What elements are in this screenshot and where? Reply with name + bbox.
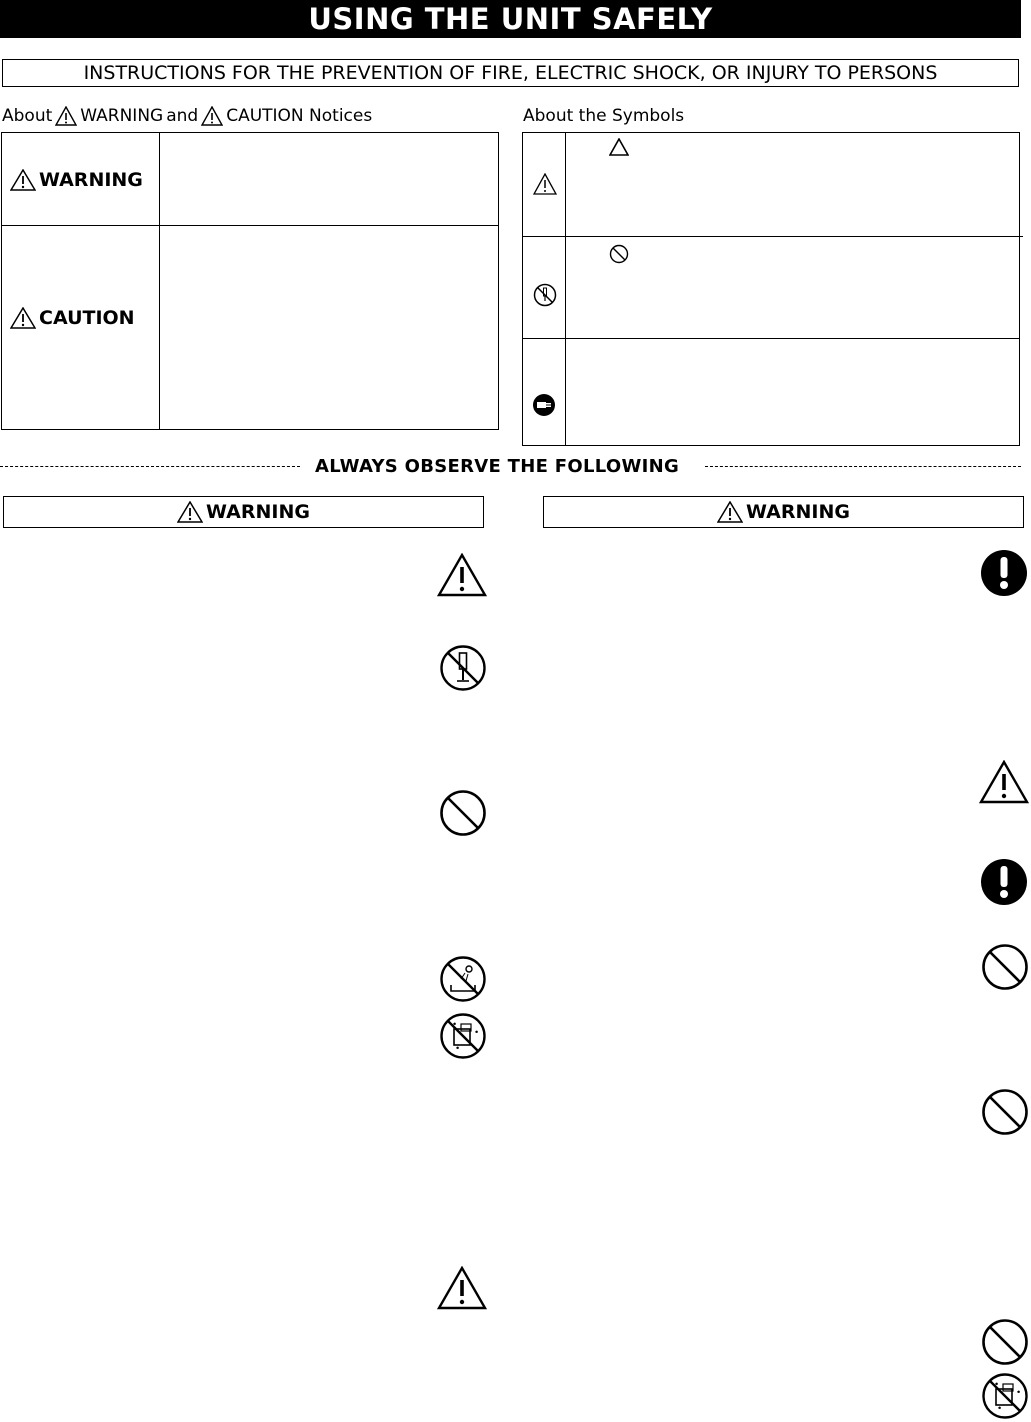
notices-label-and: and <box>166 106 199 126</box>
right-warning-header <box>543 496 1024 528</box>
caution-notice-label <box>10 307 135 329</box>
symbols-section-label <box>523 106 684 126</box>
symbols-label-text: About the Symbols <box>523 106 685 126</box>
caution-triangle-icon <box>10 307 36 329</box>
no-liquid-icon <box>981 1372 1029 1420</box>
prohibited-icon <box>439 789 487 837</box>
observe-dash-right <box>705 466 1021 467</box>
prohibited-small-icon <box>609 244 629 264</box>
symbols-table <box>522 132 1020 446</box>
notices-row-divider <box>1 225 499 226</box>
no-liquid-icon <box>439 1012 487 1060</box>
observe-dash-left <box>0 466 300 467</box>
no-disassembly-icon <box>439 644 487 692</box>
caution-triangle-icon <box>533 173 557 195</box>
caution-triangle-icon <box>979 760 1029 804</box>
unplug-icon <box>532 393 556 417</box>
symbols-row-divider-1 <box>522 236 1023 237</box>
notices-label-prefix: About <box>2 106 53 126</box>
instructions-banner <box>2 59 1019 87</box>
mandatory-exclamation-icon <box>980 549 1028 597</box>
prohibited-icon <box>981 1318 1029 1366</box>
notices-label-caution: CAUTION Notices <box>226 106 373 126</box>
caution-triangle-icon <box>437 553 487 597</box>
caution-triangle-icon <box>201 106 223 126</box>
no-disassembly-icon <box>533 283 557 307</box>
warning-notice-text: WARNING <box>39 169 143 191</box>
observe-heading: ALWAYS OBSERVE THE FOLLOWING <box>315 456 680 477</box>
notices-label-warning: WARNING <box>80 106 164 126</box>
caution-triangle-icon <box>437 1266 487 1310</box>
warning-triangle-icon <box>177 501 203 523</box>
notices-section-label <box>2 106 372 126</box>
no-water-icon <box>439 955 487 1003</box>
notices-divider <box>159 132 160 430</box>
prohibited-icon <box>981 943 1029 991</box>
warning-triangle-icon <box>717 501 743 523</box>
symbols-divider <box>565 132 566 446</box>
warning-notice-label <box>10 169 143 191</box>
mandatory-exclamation-icon <box>980 858 1028 906</box>
left-warning-header-text: WARNING <box>206 501 310 523</box>
caution-notice-text: CAUTION <box>39 307 135 329</box>
symbols-row-divider-2 <box>522 338 1020 339</box>
left-warning-header <box>3 496 484 528</box>
warning-triangle-icon <box>10 169 36 191</box>
warning-triangle-icon <box>55 106 77 126</box>
right-warning-header-text: WARNING <box>746 501 850 523</box>
page-title <box>0 0 1021 38</box>
prohibited-icon <box>981 1088 1029 1136</box>
page-title-text: USING THE UNIT SAFELY <box>308 2 713 36</box>
instructions-banner-text: INSTRUCTIONS FOR THE PREVENTION OF FIRE, ELECTRIC SHOCK, OR INJURY TO PERSONS <box>83 62 938 84</box>
small-triangle-icon <box>609 138 629 156</box>
